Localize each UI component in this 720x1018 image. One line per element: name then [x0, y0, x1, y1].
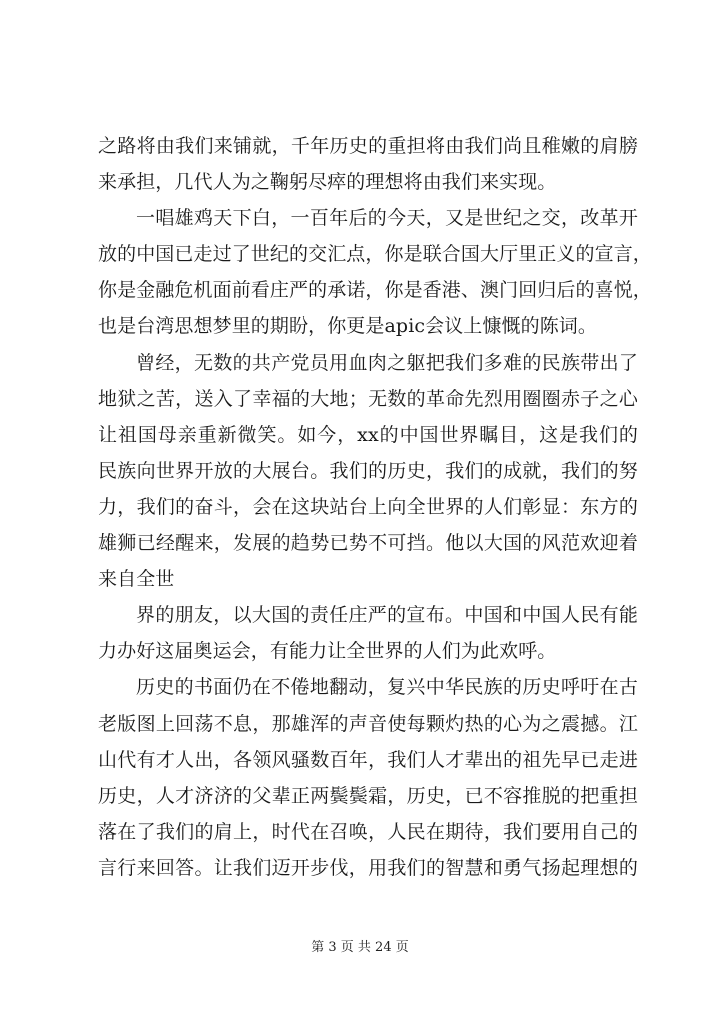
text-line: 地狱之苦，送入了幸福的大地；无数的革命先烈用圈圈赤子之心 [98, 387, 638, 410]
text-line: 力办好这届奥运会，有能力让全世界的人们为此欢呼。 [98, 640, 557, 663]
text-line: 老版图上回荡不息，那雄浑的声音使每颗灼热的心为之震撼。江 [98, 712, 638, 735]
text-line: 曾经，无数的共产党员用血肉之躯把我们多难的民族带出了 [136, 351, 638, 374]
text-line: 历史，人才济济的父辈正两鬓鬓霜，历史，已不容推脱的把重担 [98, 784, 638, 807]
text-line: 你是金融危机面前看庄严的承诺，你是香港、澳门回归后的喜悦， [98, 279, 652, 302]
text-line: 山代有才人出，各领风骚数百年，我们人才辈出的祖先早已走进 [98, 748, 638, 771]
page-number-footer: 第 3 页 共 24 页 [311, 940, 409, 955]
text-line: 雄狮已经醒来，发展的趋势已势不可挡。他以大国的风范欢迎着 [98, 532, 638, 555]
text-line: 历史的书面仍在不倦地翻动，复兴中华民族的历史呼吁在古 [136, 676, 638, 699]
text-line: 之路将由我们来铺就，千年历史的重担将由我们尚且稚嫩的肩膀 [98, 135, 638, 157]
text-line: 界的朋友，以大国的责任庄严的宣布。中国和中国人民有能 [136, 604, 638, 627]
text-line: 来自全世 [98, 568, 175, 591]
text-line: 放的中国已走过了世纪的交汇点，你是联合国大厅里正义的宣言， [98, 243, 652, 266]
text-line: 言行来回答。让我们迈开步伐，用我们的智慧和勇气扬起理想的 [98, 856, 638, 879]
text-line: 来承担，几代人为之鞠躬尽瘁的理想将由我们来实现。 [98, 171, 557, 194]
text-line: 民族向世界开放的大展台。我们的历史，我们的成就，我们的努 [98, 459, 638, 482]
text-line: 落在了我们的肩上，时代在召唤，人民在期待，我们要用自己的 [98, 820, 638, 843]
document-body [98, 128, 652, 886]
text-line: 一唱雄鸡天下白，一百年后的今天，又是世纪之交，改革开 [136, 207, 638, 230]
text-line: 也是台湾思想梦里的期盼，你更是apic会议上慷慨的陈词。 [98, 315, 598, 338]
text-line: 力，我们的奋斗，会在这块站台上向全世界的人们彰显：东方的 [98, 495, 638, 518]
text-line: 让祖国母亲重新微笑。如今，xx的中国世界瞩目，这是我们的 [98, 423, 638, 446]
